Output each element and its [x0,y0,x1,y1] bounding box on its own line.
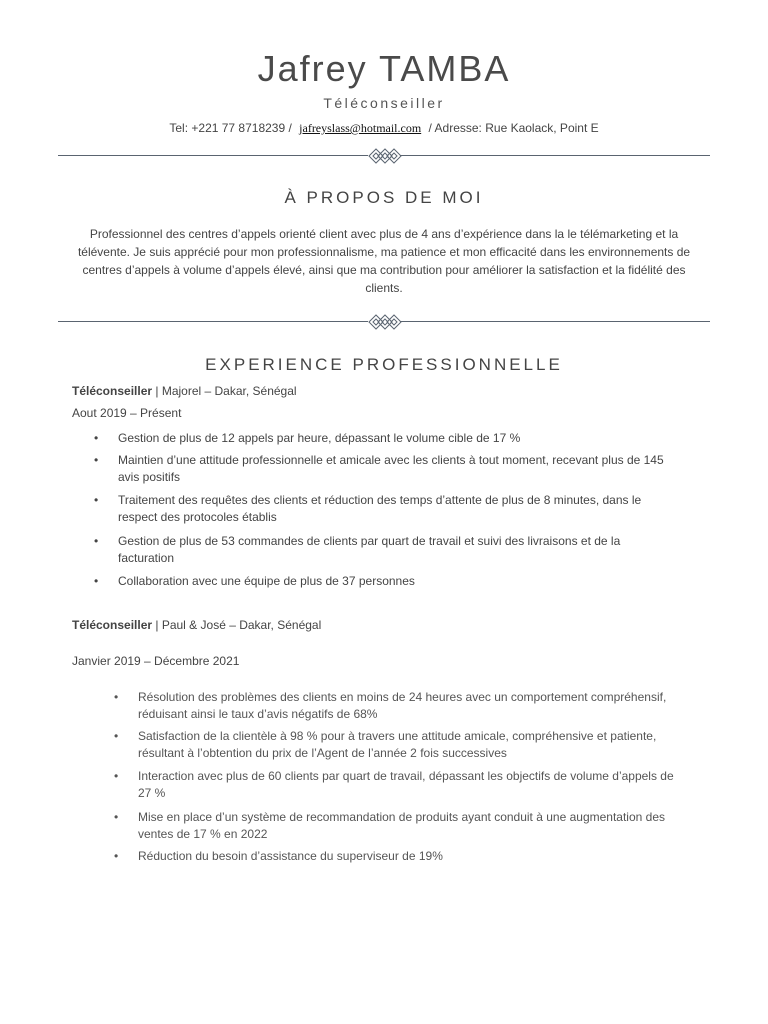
list-item: • Traitement des requêtes des clients et réduction des temps d’attente de plus de 8 minutes, dans le respect des protocoles établis [94,493,642,524]
job-position: Téléconseiller [72,384,153,398]
list-item: • Satisfaction de la clientèle à 98 % pour à travers une attitude amicale, compréhensive et patiente, résultant à l’obtention du prix de l’Agent de l’année 2 fois successives [114,729,657,760]
bullet-icon: • [114,810,119,824]
list-item: • Collaboration avec une équipe de plus de 37 personnes [94,574,415,588]
list-item: • Mise en place d’un système de recommandation de produits ayant conduit à une augmentation des ventes de 17 % en 2022 [114,810,665,841]
list-item: • Gestion de plus de 53 commandes de clients par quart de travail et suivi des livraisons et de la facturation [94,534,621,565]
bullet-icon: • [114,769,119,783]
bullet-icon: • [114,849,119,863]
diamond-ornament-icon [367,312,403,332]
bullet-icon: • [94,534,99,548]
section-divider [58,146,710,166]
experience-title: EXPERIENCE PROFESSIONNELLE [205,355,563,374]
list-item: • Gestion de plus de 12 appels par heure, dépassant le volume cible de 17 % [94,431,521,445]
about-title: À PROPOS DE MOI [284,188,484,207]
bullet-icon: • [94,453,99,467]
job-position: Téléconseiller [72,618,153,632]
bullet-icon: • [94,431,99,445]
job-company: | Paul & José – Dakar, Sénégal [152,618,322,632]
address-text: / Adresse: Rue Kaolack, Point E [428,121,599,135]
list-item: • Maintien d’une attitude professionnelle et amicale avec les clients à tout moment, recevant plus de 145 avis positifs [94,453,664,484]
bullet-icon: • [94,493,99,507]
bullet-icon: • [94,574,99,588]
bullet-icon: • [114,690,119,704]
diamond-ornament-icon [367,146,403,166]
job-dates: Janvier 2019 – Décembre 2021 [72,654,240,668]
candidate-role: Téléconseiller [323,95,445,111]
job-company: | Majorel – Dakar, Sénégal [152,384,297,398]
email-link[interactable]: jafreyslass@hotmail.com [299,121,422,135]
job-dates: Aout 2019 – Présent [72,406,182,420]
bullet-icon: • [114,729,119,743]
job-heading [72,618,321,632]
list-item: • Réduction du besoin d’assistance du superviseur de 19% [114,849,443,863]
list-item: • Interaction avec plus de 60 clients par quart de travail, dépassant les objectifs de volume d’appels de 27 % [114,769,674,800]
contact-line [0,121,768,136]
phone-text: Tel: +221 77 8718239 / [169,121,292,135]
candidate-name: Jafrey TAMBA [257,48,511,89]
about-text: Professionnel des centres d’appels orienté client avec plus de 4 ans d’expérience dans la le télémarketing et la télévente. Je suis apprécié pour mon professionnalisme, ma patience et mon efficacité dans les environnements de centres d’appels à volume d’appels élevé, ainsi que ma contribution pour améliorer la satisfaction et la fidélité des clients. [77,227,691,295]
job-heading [72,384,297,398]
section-divider [58,312,710,332]
list-item: • Résolution des problèmes des clients en moins de 24 heures avec un comportement compréhensif, réduisant ainsi le taux d’avis négatifs de 68% [114,690,667,721]
